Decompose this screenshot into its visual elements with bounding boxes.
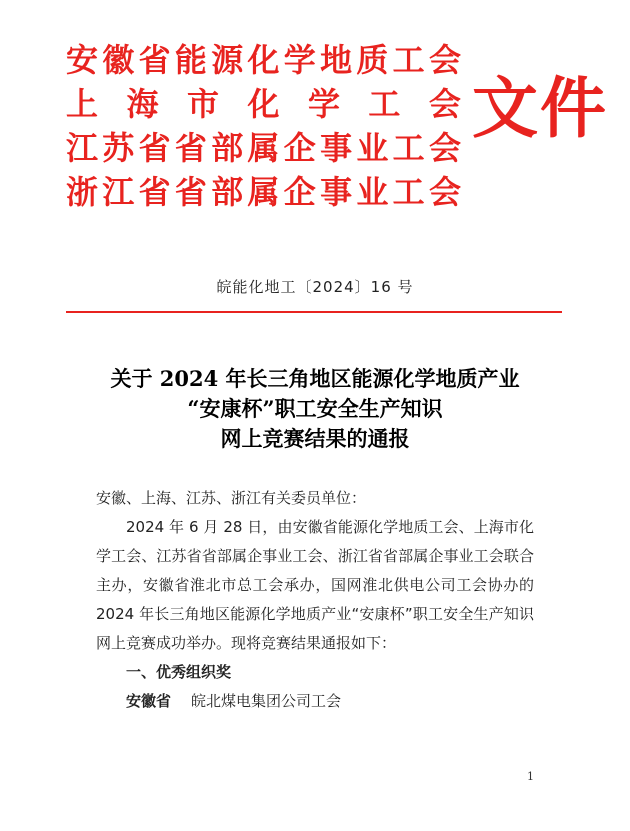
issuer-char: 事 [320, 129, 353, 167]
issuer-char: 海 [126, 85, 159, 123]
issuer-char: 工 [392, 129, 425, 167]
issuer-char: 企 [283, 173, 316, 211]
title-line: “安康杯”职工安全生产知识 [187, 396, 443, 421]
issuer-char: 能 [174, 41, 207, 79]
issuer-char: 省 [174, 173, 207, 211]
issuer-char: 学 [283, 41, 316, 79]
issuer-char: 属 [247, 129, 280, 167]
title-line: 网上竞赛结果的通报 [220, 426, 410, 451]
issuer-line [66, 170, 461, 214]
award-entry [96, 687, 534, 716]
document-type-label: 文件 [472, 69, 608, 147]
issuer-char: 江 [102, 173, 135, 211]
issuer-line [66, 38, 461, 82]
notice-body [96, 484, 534, 716]
issuer-char: 安 [66, 41, 99, 79]
issuer-line [66, 82, 461, 126]
issuer-char: 属 [247, 173, 280, 211]
issuer-char: 化 [247, 85, 280, 123]
issuer-char: 市 [186, 85, 219, 123]
body-paragraph: 2024 年 6 月 28 日，由安徽省能源化学地质工会、上海市化学工会、江苏省省部属企事业工会、浙江省省部属企事业工会联合主办，安徽省淮北市总工会承办，国网淮北供电公司工会协办的 2024 年长三角地区能源化学地质产业“安康杯”职工安全生产知识网上竞赛成功举办。现将竞赛结果通报如下： [96, 518, 534, 652]
issuer-char: 业 [356, 173, 389, 211]
issuer-char: 源 [211, 41, 244, 79]
issuer-char: 省 [138, 129, 171, 167]
award-province: 安徽省 [126, 692, 172, 710]
issuer-char: 事 [320, 173, 353, 211]
red-divider-line [66, 311, 562, 313]
issuer-char: 工 [392, 173, 425, 211]
notice-title [60, 364, 570, 454]
issuer-char: 上 [66, 85, 99, 123]
award-organization: 皖北煤电集团公司工会 [191, 692, 342, 710]
salutation: 安徽、上海、江苏、浙江有关委员单位： [96, 489, 367, 507]
issuer-char: 学 [307, 85, 340, 123]
issuer-char: 浙 [66, 173, 99, 211]
issuer-char: 会 [428, 173, 461, 211]
issuer-char: 省 [138, 173, 171, 211]
page-number: 1 [527, 770, 534, 783]
issuer-char: 会 [428, 41, 461, 79]
issuer-line [66, 126, 461, 170]
issuer-char: 苏 [102, 129, 135, 167]
issuer-char: 徽 [102, 41, 135, 79]
issuer-char: 部 [211, 173, 244, 211]
issuer-char: 质 [356, 41, 389, 79]
section-heading: 一、优秀组织奖 [126, 663, 232, 681]
issuer-block [66, 38, 461, 214]
issuer-char: 省 [138, 41, 171, 79]
issuer-char: 地 [320, 41, 353, 79]
issuer-char: 工 [392, 41, 425, 79]
issuer-char: 部 [211, 129, 244, 167]
issuer-char: 省 [174, 129, 207, 167]
title-line: 关于 2024 年长三角地区能源化学地质产业 [110, 366, 520, 391]
issuer-char: 江 [66, 129, 99, 167]
issuer-char: 会 [428, 129, 461, 167]
issuer-char: 会 [428, 85, 461, 123]
issuer-char: 工 [368, 85, 401, 123]
document-number: 皖能化地工〔2024〕16 号 [216, 278, 414, 296]
issuer-char: 业 [356, 129, 389, 167]
issuer-char: 企 [283, 129, 316, 167]
issuer-char: 化 [247, 41, 280, 79]
